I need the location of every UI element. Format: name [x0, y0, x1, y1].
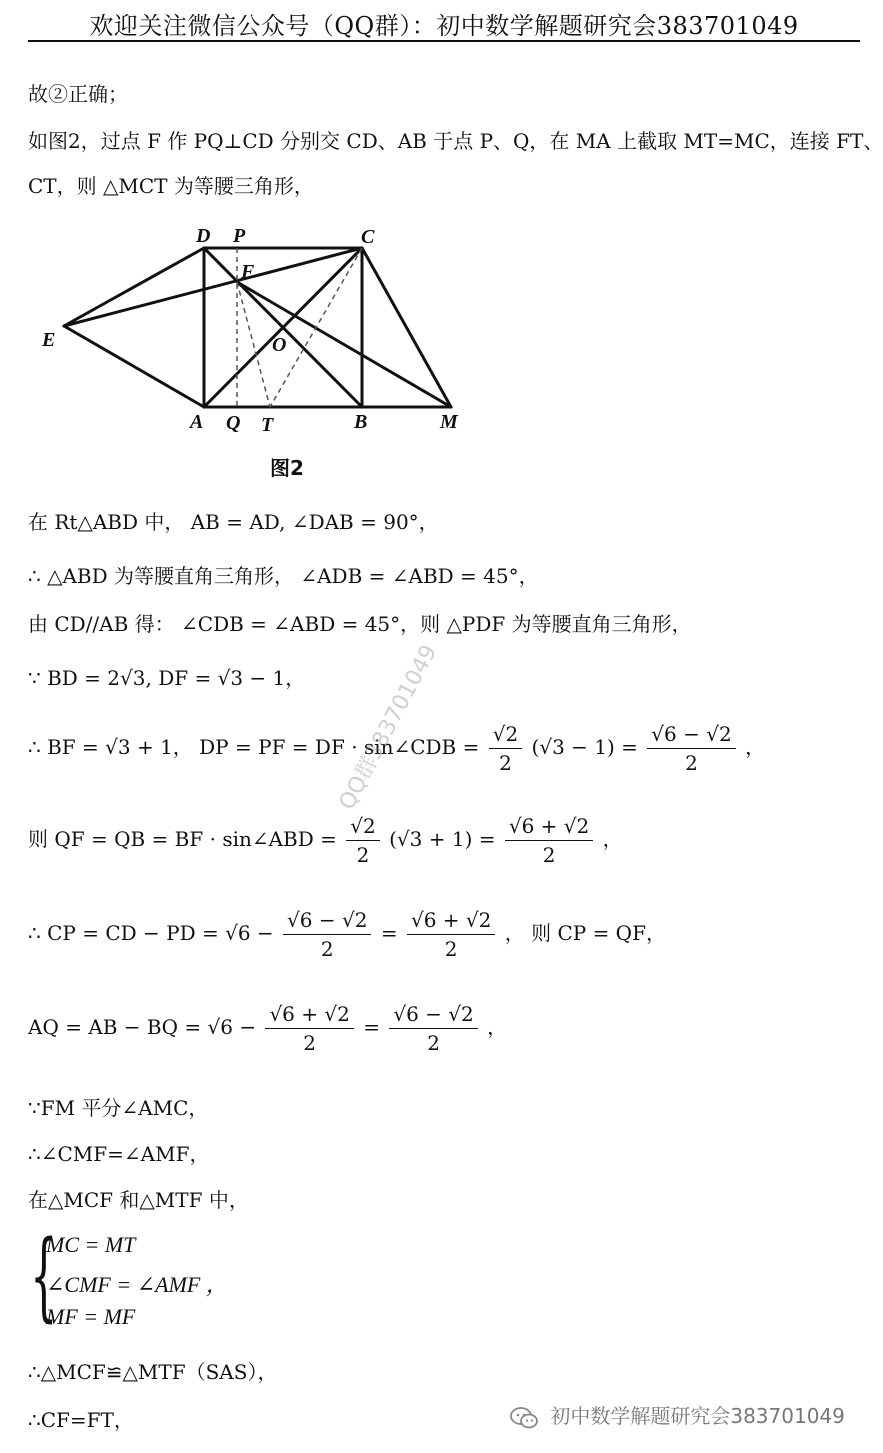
segment-ED [64, 248, 204, 326]
system-eq-1: MC = MT [46, 1232, 136, 1257]
eq10-part-c: ， 则 CP = QF， [504, 921, 666, 945]
eq9-part-a: 则 QF = QB = BF · sin∠ABD = [28, 827, 337, 851]
label-B: B [354, 411, 368, 433]
label-F: F [241, 261, 255, 283]
text-line-15: ∴△MCF≌△MTF（SAS）， [28, 1360, 278, 1384]
eq8-part-b: (√3 − 1) = [531, 735, 638, 759]
header-rule [28, 40, 860, 42]
text-line-12: ∵FM 平分∠AMC， [28, 1096, 209, 1120]
system-eq-3: MF = MF [46, 1304, 136, 1329]
equation-line-10 [28, 908, 666, 961]
fraction-s6p2-over-2: $\frac{√6 + √2}{2}$ [505, 814, 593, 867]
text-line-5: ∴ △ABD 为等腰直角三角形， ∠ADB = ∠ABD = 45°， [28, 564, 539, 588]
fraction-s6p2-over-2: $\frac{√6 + √2}{2}$ [407, 908, 495, 961]
footer-watermark [510, 1400, 845, 1429]
label-E: E [42, 329, 56, 351]
system-eq-2: ∠CMF = ∠AMF ， [46, 1272, 228, 1297]
text-line-6: 由 CD//AB 得： ∠CDB = ∠ABD = 45°，则 △PDF 为等腰直角三角形， [28, 612, 692, 636]
footer-watermark-text: 初中数学解题研究会383701049 [550, 1404, 845, 1428]
text-line-16: ∴CF=FT， [28, 1408, 134, 1432]
eq8-part-c: ， [745, 735, 766, 759]
fraction-s6m2-over-2: $\frac{√6 - √2}{2}$ [283, 908, 371, 961]
text-line-2: 如图2，过点 F 作 PQ⊥CD 分别交 CD、AB 于点 P、Q，在 MA 上截取 MT=MC，连接 FT、 [28, 129, 883, 153]
text-line-3: CT，则 △MCT 为等腰三角形， [28, 174, 314, 198]
equation-line-9 [28, 814, 623, 867]
eq10-part-a: ∴ CP = CD − PD = √6 − [28, 921, 274, 945]
eq11-part-a: AQ = AB − BQ = √6 − [28, 1015, 257, 1039]
diagonal-watermark: QQ群383701049 [334, 641, 443, 815]
label-P: P [233, 225, 246, 247]
segment-EC [64, 248, 362, 326]
geometry-figure [28, 218, 488, 454]
wechat-icon [510, 1407, 538, 1429]
segment-EA [64, 326, 204, 407]
equation-line-11 [28, 1002, 507, 1055]
text-line-4: 在 Rt△ABD 中， AB = AD, ∠DAB = 90°， [28, 510, 439, 534]
label-A: A [190, 411, 204, 433]
label-O: O [272, 334, 287, 356]
eq10-part-b: = [380, 921, 398, 945]
figure-svg [28, 218, 488, 450]
text-line-14: 在△MCF 和△MTF 中， [28, 1188, 249, 1212]
segment-CM [362, 248, 451, 407]
text-line-1: 故②正确； [28, 82, 128, 106]
label-C: C [361, 226, 375, 248]
system-brace: { [30, 1220, 58, 1332]
fraction-s6p2-over-2: $\frac{√6 + √2}{2}$ [265, 1002, 353, 1055]
label-M: M [440, 411, 458, 433]
fraction-s6m2-over-2: $\frac{√6 - √2}{2}$ [647, 722, 735, 775]
text-line-13: ∴∠CMF=∠AMF， [28, 1142, 210, 1166]
label-D: D [196, 225, 211, 247]
text-line-7: ∵ BD = 2√3, DF = √3 − 1， [28, 666, 306, 690]
page-header: 欢迎关注微信公众号（QQ群）：初中数学解题研究会383701049 [89, 12, 799, 40]
eq8-part-a: ∴ BF = √3 + 1， DP = PF = DF · sin∠CDB = [28, 735, 480, 759]
eq9-part-c: ， [602, 827, 623, 851]
label-T: T [261, 414, 274, 436]
label-Q: Q [226, 412, 241, 434]
eq11-part-c: ， [487, 1015, 508, 1039]
fraction-sqrt2-over-2: $\frac{√2}{2}$ [346, 814, 379, 867]
figure-caption: 图2 [270, 456, 304, 480]
eq9-part-b: (√3 + 1) = [389, 827, 496, 851]
fraction-sqrt2-over-2: $\frac{√2}{2}$ [489, 722, 522, 775]
fraction-s6m2-over-2: $\frac{√6 - √2}{2}$ [389, 1002, 477, 1055]
eq11-part-b: = [363, 1015, 380, 1039]
